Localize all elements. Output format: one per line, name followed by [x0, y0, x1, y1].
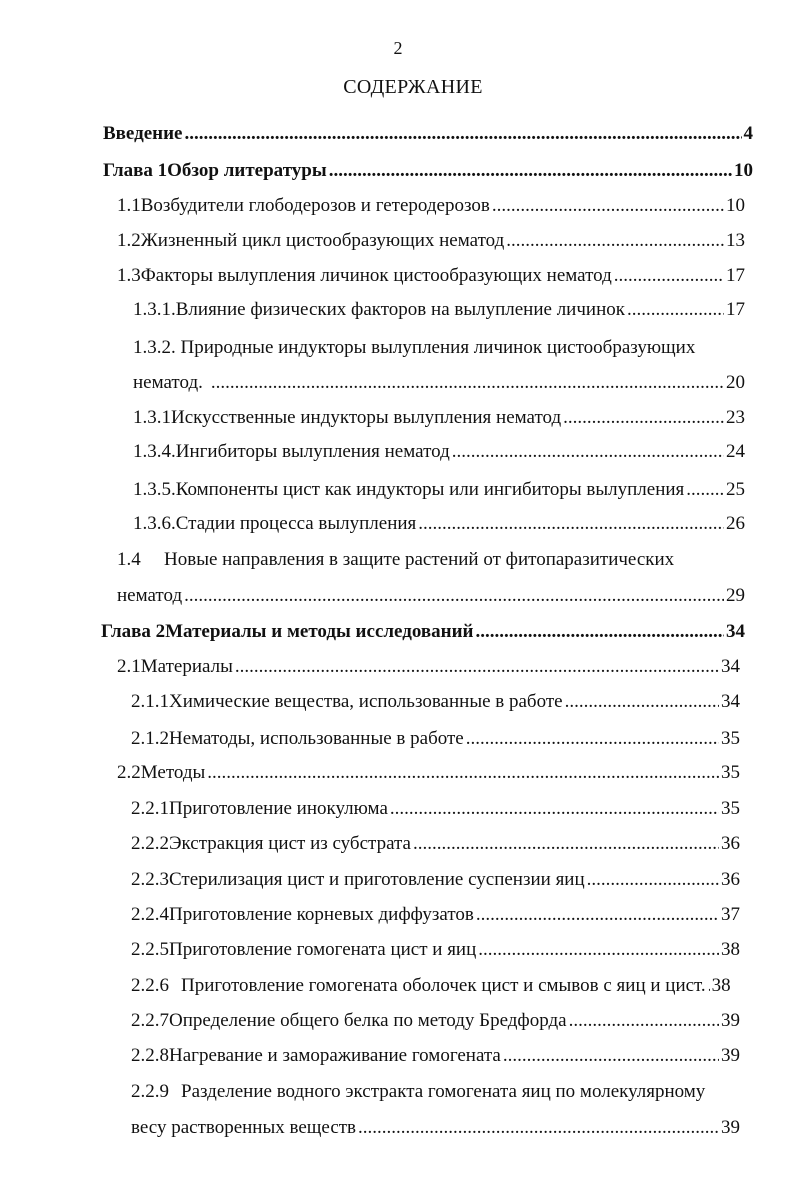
toc-entry-page: 37 [721, 904, 740, 925]
toc-entry-number: 2.2.5 [131, 939, 169, 960]
toc-entry-number: 2.2.3 [131, 869, 169, 890]
toc-entry-2-2-3[interactable] [131, 868, 740, 892]
toc-entry-page: 39 [721, 1117, 740, 1138]
toc-entry-page: 34 [721, 656, 740, 677]
toc-entry-introduction[interactable] [103, 122, 753, 146]
toc-entry-text: Приготовление гомогената оболочек цист и смывов с яиц и цист. [181, 975, 706, 996]
toc-entry-text: Нагревание и замораживание гомогената [169, 1045, 501, 1066]
toc-leader-dots [475, 620, 724, 644]
toc-leader-dots [614, 264, 724, 288]
toc-entry-number: 1.1 [117, 195, 141, 216]
toc-entry-2-2-9-first-line[interactable] [131, 1080, 705, 1104]
toc-entry-page: 34 [721, 691, 740, 712]
toc-leader-dots [506, 229, 724, 253]
toc-leader-dots [587, 868, 719, 892]
toc-entry-2-2-7[interactable] [131, 1009, 740, 1033]
toc-entry-page: 10 [734, 160, 753, 181]
toc-entry-2-1-1[interactable] [131, 690, 740, 714]
toc-entry-text: Экстракция цист из субстрата [169, 833, 411, 854]
toc-entry-1-1[interactable] [117, 194, 745, 218]
toc-entry-number: 2.1.1 [131, 691, 169, 712]
toc-entry-2-2-8[interactable] [131, 1044, 740, 1068]
toc-entry-text: Искусственные индукторы вылупления нематод [171, 407, 562, 428]
toc-entry-2-2-5[interactable] [131, 938, 740, 962]
toc-entry-text: Жизненный цикл цистообразующих нематод [140, 230, 505, 251]
toc-leader-dots [503, 1044, 719, 1068]
toc-entry-page: 23 [726, 407, 745, 428]
toc-entry-text: Материалы [140, 656, 233, 677]
toc-entry-number: 1.3 [117, 265, 141, 286]
toc-entry-text: Возбудители глободерозов и гетеродерозов [140, 195, 490, 216]
toc-leader-dots [565, 690, 719, 714]
toc-leader-dots [708, 974, 710, 998]
toc-entry-number: 1.2 [117, 230, 141, 251]
toc-leader-dots [185, 122, 742, 146]
toc-entry-1-3-3[interactable] [133, 406, 745, 430]
toc-entry-number: 1.3.1. [133, 299, 176, 320]
toc-entry-page: 35 [721, 798, 740, 819]
toc-entry-2-2-4[interactable] [131, 903, 740, 927]
toc-entry-text: Методы [140, 762, 206, 783]
toc-entry-text: Стадии процесса вылупления [175, 513, 417, 534]
toc-entry-number: 2.1 [117, 656, 141, 677]
toc-entry-page: 36 [721, 833, 740, 854]
toc-entry-text-continuation: весу растворенных веществ [131, 1117, 357, 1138]
toc-entry-2-1[interactable] [117, 655, 740, 679]
toc-entry-2-2-2[interactable] [131, 832, 740, 856]
toc-entry-text: Обзор литературы [167, 160, 327, 181]
toc-entry-1-3-4[interactable] [133, 440, 745, 464]
toc-leader-dots [329, 159, 732, 183]
toc-entry-page: 39 [721, 1045, 740, 1066]
toc-entry-2-2-1[interactable] [131, 797, 740, 821]
toc-entry-text: Химические вещества, использованные в работе [169, 691, 563, 712]
toc-entry-text: Новые направления в защите растений от фитопаразитических [164, 549, 675, 570]
toc-entry-1-3-2[interactable] [133, 371, 745, 395]
toc-leader-dots [358, 1116, 719, 1140]
toc-entry-page: 38 [711, 975, 731, 996]
toc-leader-dots [569, 1009, 719, 1033]
toc-leader-dots [686, 478, 724, 502]
toc-entry-number: Глава 1 [103, 160, 168, 181]
toc-entry-page: 36 [721, 869, 740, 890]
toc-entry-1-3-1[interactable] [133, 298, 745, 322]
toc-entry-text: Введение [103, 123, 183, 144]
toc-entry-page: 26 [726, 513, 745, 534]
toc-entry-number: 1.3.5. [133, 479, 176, 500]
toc-entry-text: Материалы и методы исследований [165, 621, 474, 642]
toc-entry-1-2[interactable] [117, 229, 745, 253]
toc-entry-number: 1.4 [117, 549, 141, 570]
toc-entry-text: Приготовление корневых диффузатов [169, 904, 474, 925]
toc-entry-2-2[interactable] [117, 761, 740, 785]
toc-entry-number: 1.3.2. [133, 337, 176, 358]
toc-title: СОДЕРЖАНИЕ [343, 76, 483, 98]
toc-entry-page: 13 [726, 230, 745, 251]
toc-entry-text: Приготовление инокулюма [169, 798, 388, 819]
toc-leader-dots [390, 797, 719, 821]
toc-entry-number: 2.2.6 [131, 975, 169, 996]
toc-entry-text: Ингибиторы вылупления нематод [175, 441, 450, 462]
toc-leader-dots [476, 903, 719, 927]
toc-entry-1-4-first-line[interactable] [117, 548, 674, 572]
toc-leader-dots [184, 584, 724, 608]
toc-leader-dots [418, 512, 724, 536]
toc-entry-page: 10 [726, 195, 745, 216]
toc-leader-dots [627, 298, 724, 322]
toc-entry-page: 17 [726, 299, 745, 320]
toc-entry-2-2-9[interactable] [131, 1116, 740, 1140]
toc-entry-1-3[interactable] [117, 264, 745, 288]
toc-entry-number: 1.3.1 [133, 407, 171, 428]
toc-entry-1-3-5[interactable] [133, 478, 745, 502]
toc-leader-dots [207, 761, 719, 785]
toc-entry-text: Разделение водного экстракта гомогената яиц по молекулярному [181, 1081, 706, 1102]
toc-leader-dots [413, 832, 719, 856]
toc-leader-dots [563, 406, 724, 430]
toc-entry-number: 2.2 [117, 762, 141, 783]
toc-entry-chapter-1[interactable] [103, 159, 753, 183]
toc-entry-2-1-2[interactable] [131, 727, 740, 751]
toc-entry-page: 25 [726, 479, 745, 500]
toc-entry-text-continuation: нематод. [133, 372, 203, 393]
page-number: 2 [393, 38, 403, 58]
toc-entry-chapter-2[interactable] [101, 620, 745, 644]
toc-entry-1-3-6[interactable] [133, 512, 745, 536]
toc-entry-text: Стерилизация цист и приготовление суспензии яиц [169, 869, 585, 890]
toc-entry-1-4[interactable] [117, 584, 745, 608]
toc-entry-text: Определение общего белка по методу Бредфорда [169, 1010, 567, 1031]
toc-leader-dots [235, 655, 719, 679]
toc-entry-number: 2.2.7 [131, 1010, 169, 1031]
toc-entry-page: 17 [726, 265, 745, 286]
toc-entry-2-2-6[interactable] [131, 974, 740, 998]
toc-entry-text: Компоненты цист как индукторы или ингибиторы вылупления [175, 479, 685, 500]
toc-entry-number: 2.2.2 [131, 833, 169, 854]
toc-entry-page: 39 [721, 1010, 740, 1031]
toc-entry-text: Факторы вылупления личинок цистообразующих нематод [140, 265, 612, 286]
toc-leader-dots [211, 371, 724, 395]
toc-entry-text: Нематоды, использованные в работе [169, 728, 464, 749]
toc-entry-page: 4 [743, 123, 753, 144]
toc-entry-number: 2.1.2 [131, 728, 169, 749]
toc-entry-text: Природные индукторы вылупления личинок цистообразующих [180, 337, 696, 358]
toc-entry-page: 35 [721, 762, 740, 783]
toc-leader-dots [478, 938, 719, 962]
toc-entry-page: 24 [726, 441, 745, 462]
toc-entry-number: 2.2.4 [131, 904, 169, 925]
toc-entry-1-3-2-first-line[interactable] [133, 336, 695, 360]
toc-entry-number: Глава 2 [101, 621, 166, 642]
toc-leader-dots [492, 194, 724, 218]
toc-leader-dots [466, 727, 719, 751]
toc-entry-number: 1.3.6. [133, 513, 176, 534]
toc-entry-page: 29 [726, 585, 745, 606]
toc-entry-number: 2.2.9 [131, 1081, 169, 1102]
toc-entry-text-continuation: нематод [117, 585, 183, 606]
toc-entry-text: Приготовление гомогената цист и яиц [169, 939, 477, 960]
toc-leader-dots [452, 440, 724, 464]
toc-entry-page: 38 [721, 939, 740, 960]
toc-entry-number: 1.3.4. [133, 441, 176, 462]
toc-entry-page: 34 [726, 621, 745, 642]
toc-entry-number: 2.2.8 [131, 1045, 169, 1066]
toc-entry-number: 2.2.1 [131, 798, 169, 819]
toc-entry-page: 35 [721, 728, 740, 749]
toc-entry-text: Влияние физических факторов на вылупление личинок [175, 299, 625, 320]
toc-entry-page: 20 [726, 372, 745, 393]
